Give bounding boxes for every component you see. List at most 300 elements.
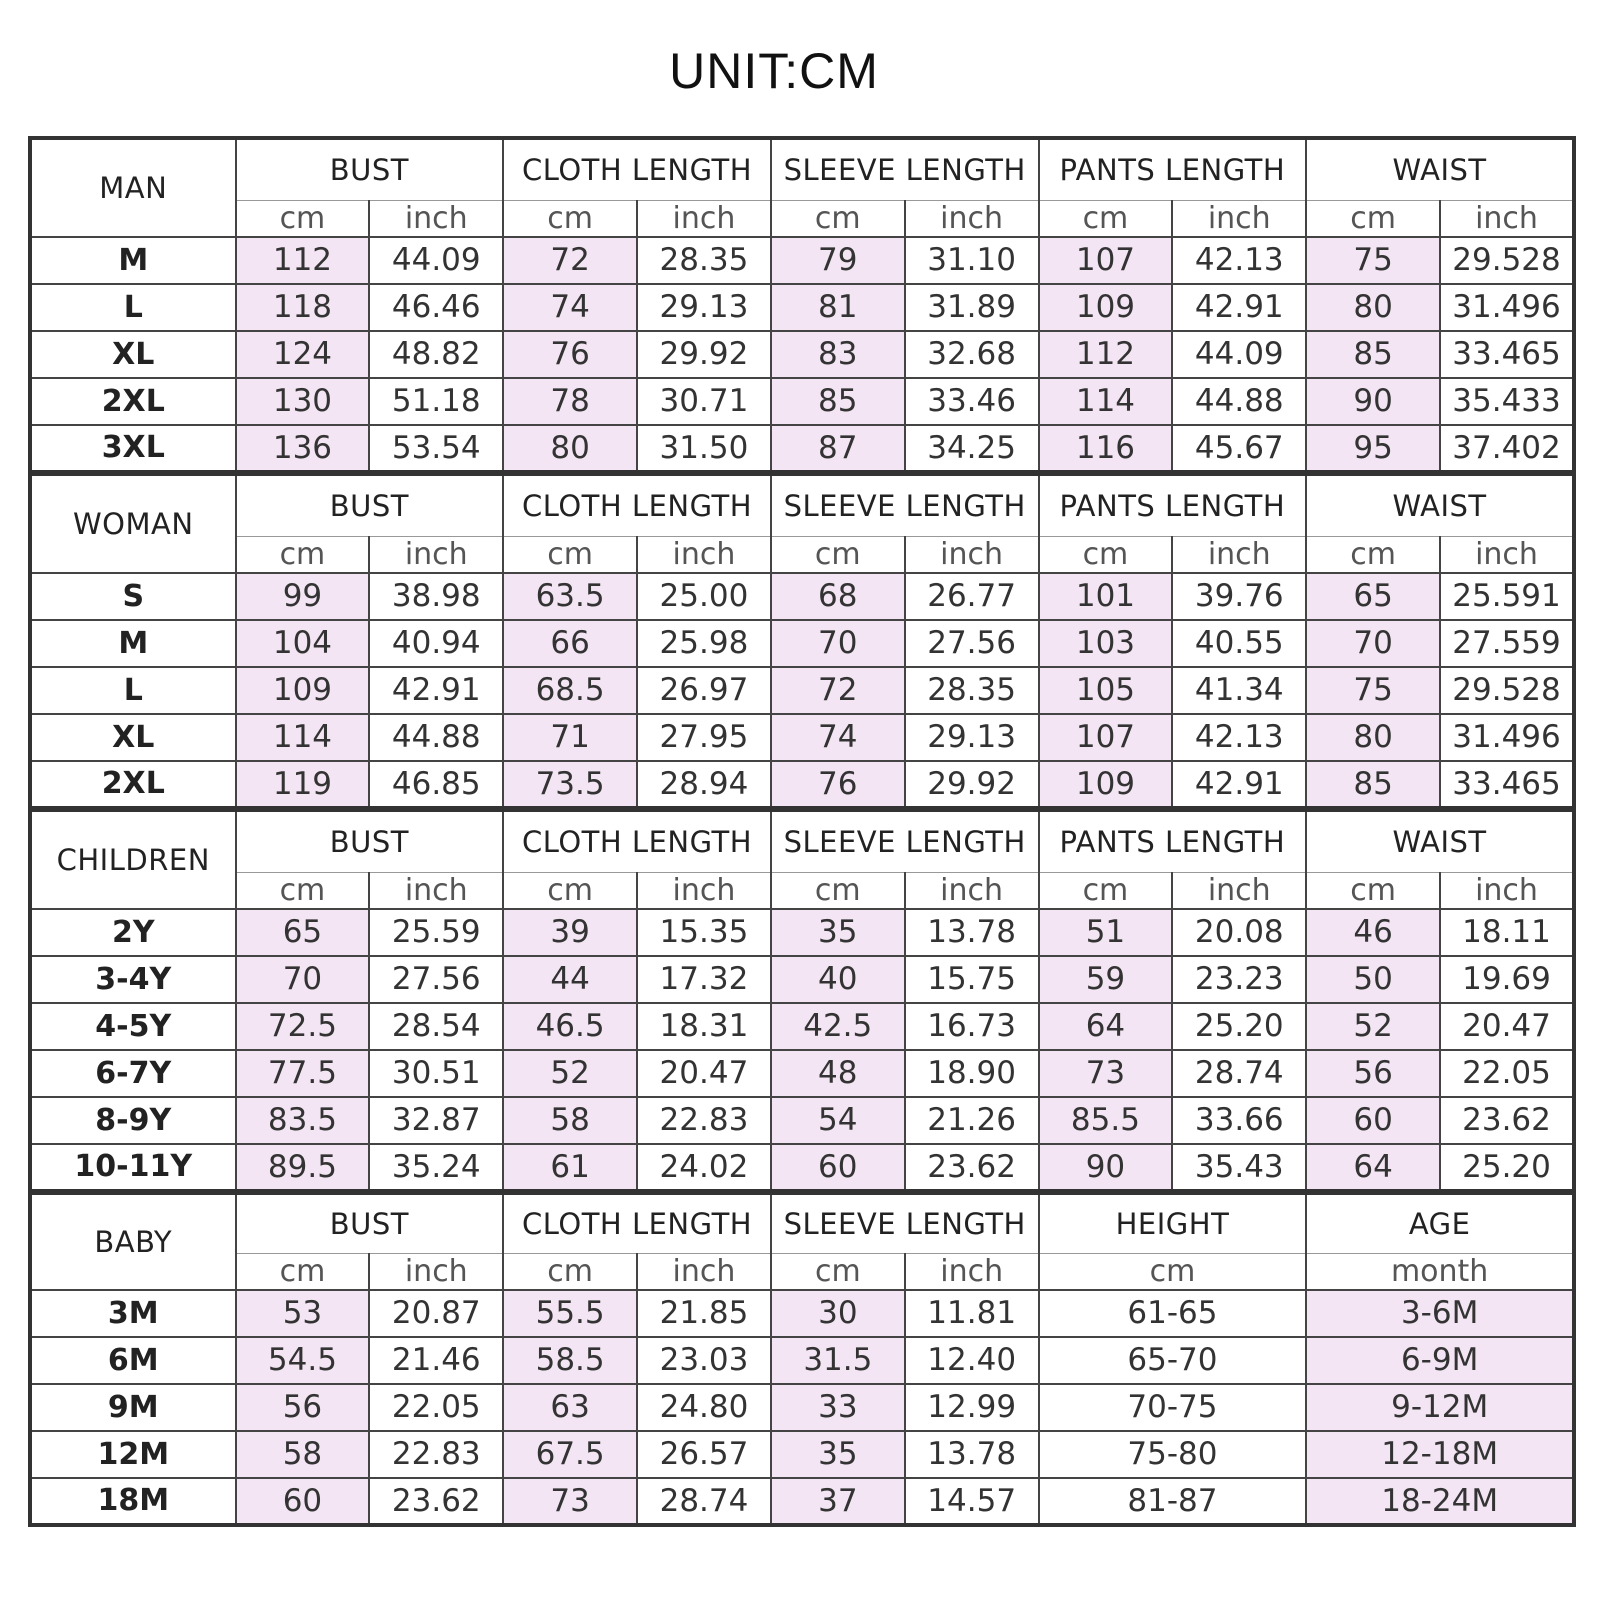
unit-label: inch [369, 536, 503, 573]
table-cell: 42.13 [1172, 237, 1306, 284]
unit-label: inch [1172, 200, 1306, 237]
table-cell: 40.55 [1172, 620, 1306, 667]
table-cell: 53.54 [369, 425, 503, 472]
table-cell: 95 [1306, 425, 1440, 472]
table-cell: 22.05 [369, 1384, 503, 1431]
table-row [30, 761, 1574, 808]
table-cell: 68 [771, 573, 905, 620]
table-cell: 61-65 [1039, 1290, 1307, 1337]
table-cell: 46 [1306, 909, 1440, 956]
table-cell: 70-75 [1039, 1384, 1307, 1431]
table-cell: 35.24 [369, 1144, 503, 1191]
table-cell: 42.5 [771, 1003, 905, 1050]
column-group-header: PANTS LENGTH [1039, 474, 1307, 536]
table-row [30, 1144, 1574, 1191]
table-cell: 59 [1039, 956, 1173, 1003]
table-cell: 60 [771, 1144, 905, 1191]
table-cell: 44.09 [1172, 331, 1306, 378]
unit-label: cm [1306, 536, 1440, 573]
table-cell: 90 [1039, 1144, 1173, 1191]
table-cell: 75-80 [1039, 1431, 1307, 1478]
unit-label: inch [369, 200, 503, 237]
table-cell: 30.71 [637, 378, 771, 425]
table-cell: 25.98 [637, 620, 771, 667]
table-cell: 65 [236, 909, 370, 956]
table-cell: 72 [503, 237, 637, 284]
table-cell: 109 [1039, 761, 1173, 808]
table-cell: 45.67 [1172, 425, 1306, 472]
unit-label: cm [236, 1253, 370, 1290]
section-label: BABY [30, 1193, 236, 1290]
unit-label: cm [1039, 1253, 1307, 1290]
table-cell: 81 [771, 284, 905, 331]
table-cell: 19.69 [1440, 956, 1574, 1003]
table-cell: 64 [1039, 1003, 1173, 1050]
table-cell: 35 [771, 1431, 905, 1478]
table-cell: 22.05 [1440, 1050, 1574, 1097]
table-cell: 23.03 [637, 1337, 771, 1384]
table-cell: 38.98 [369, 573, 503, 620]
table-cell: 105 [1039, 667, 1173, 714]
size-label: 4-5Y [30, 1003, 236, 1050]
table-cell: 112 [236, 237, 370, 284]
table-cell: 18.11 [1440, 909, 1574, 956]
table-cell: 51 [1039, 909, 1173, 956]
table-cell: 31.5 [771, 1337, 905, 1384]
table-cell: 14.57 [905, 1478, 1039, 1525]
size-label: 9M [30, 1384, 236, 1431]
table-cell: 48 [771, 1050, 905, 1097]
size-label: 3XL [30, 425, 236, 472]
table-cell: 107 [1039, 714, 1173, 761]
table-cell: 18.90 [905, 1050, 1039, 1097]
column-group-header: BUST [236, 1193, 504, 1253]
table-cell: 25.00 [637, 573, 771, 620]
unit-label: cm [771, 536, 905, 573]
table-cell: 46.46 [369, 284, 503, 331]
table-cell: 85 [771, 378, 905, 425]
table-cell: 29.92 [637, 331, 771, 378]
unit-label: inch [1172, 536, 1306, 573]
unit-label: inch [637, 536, 771, 573]
column-group-header: SLEEVE LENGTH [771, 810, 1039, 872]
table-cell: 75 [1306, 667, 1440, 714]
table-row [30, 573, 1574, 620]
table-cell: 35.433 [1440, 378, 1574, 425]
table-cell: 28.94 [637, 761, 771, 808]
table-cell: 58.5 [503, 1337, 637, 1384]
unit-label: cm [771, 872, 905, 909]
table-cell: 28.74 [637, 1478, 771, 1525]
table-cell: 3-6M [1306, 1290, 1574, 1337]
table-row [30, 1337, 1574, 1384]
table-cell: 52 [503, 1050, 637, 1097]
table-cell: 27.56 [905, 620, 1039, 667]
table-cell: 87 [771, 425, 905, 472]
table-cell: 42.91 [1172, 284, 1306, 331]
table-cell: 42.13 [1172, 714, 1306, 761]
table-cell: 65-70 [1039, 1337, 1307, 1384]
unit-label: inch [369, 1253, 503, 1290]
table-cell: 60 [236, 1478, 370, 1525]
table-cell: 32.87 [369, 1097, 503, 1144]
table-cell: 39 [503, 909, 637, 956]
page-title: UNIT:CM [669, 43, 879, 99]
size-table-woman [28, 472, 1576, 810]
table-cell: 81-87 [1039, 1478, 1307, 1525]
table-cell: 63.5 [503, 573, 637, 620]
table-cell: 27.95 [637, 714, 771, 761]
table-cell: 65 [1306, 573, 1440, 620]
unit-label: cm [1039, 872, 1173, 909]
unit-label: cm [236, 872, 370, 909]
size-label: 2Y [30, 909, 236, 956]
table-cell: 18.31 [637, 1003, 771, 1050]
unit-label: cm [1306, 872, 1440, 909]
table-cell: 24.80 [637, 1384, 771, 1431]
size-label: 18M [30, 1478, 236, 1525]
table-cell: 28.74 [1172, 1050, 1306, 1097]
table-cell: 35 [771, 909, 905, 956]
table-cell: 52 [1306, 1003, 1440, 1050]
table-cell: 73 [503, 1478, 637, 1525]
table-cell: 21.85 [637, 1290, 771, 1337]
table-row [30, 1431, 1574, 1478]
table-cell: 23.62 [1440, 1097, 1574, 1144]
table-cell: 44.88 [369, 714, 503, 761]
size-label: 2XL [30, 378, 236, 425]
table-cell: 20.87 [369, 1290, 503, 1337]
column-group-header: SLEEVE LENGTH [771, 1193, 1039, 1253]
table-cell: 35.43 [1172, 1144, 1306, 1191]
table-cell: 80 [1306, 284, 1440, 331]
unit-label: cm [236, 200, 370, 237]
table-cell: 23.62 [905, 1144, 1039, 1191]
table-cell: 15.35 [637, 909, 771, 956]
table-cell: 15.75 [905, 956, 1039, 1003]
column-group-header: PANTS LENGTH [1039, 138, 1307, 200]
section-label: CHILDREN [30, 810, 236, 909]
table-cell: 32.68 [905, 331, 1039, 378]
table-cell: 99 [236, 573, 370, 620]
table-cell: 37.402 [1440, 425, 1574, 472]
table-cell: 26.57 [637, 1431, 771, 1478]
table-cell: 109 [236, 667, 370, 714]
table-cell: 72.5 [236, 1003, 370, 1050]
table-cell: 51.18 [369, 378, 503, 425]
table-cell: 119 [236, 761, 370, 808]
table-cell: 53 [236, 1290, 370, 1337]
table-cell: 74 [771, 714, 905, 761]
table-row [30, 1478, 1574, 1525]
size-label: 3-4Y [30, 956, 236, 1003]
table-cell: 61 [503, 1144, 637, 1191]
column-group-header: CLOTH LENGTH [503, 474, 771, 536]
table-cell: 71 [503, 714, 637, 761]
table-row [30, 378, 1574, 425]
table-cell: 12-18M [1306, 1431, 1574, 1478]
table-cell: 26.77 [905, 573, 1039, 620]
column-group-header: WAIST [1306, 138, 1574, 200]
table-cell: 30.51 [369, 1050, 503, 1097]
column-group-header: SLEEVE LENGTH [771, 138, 1039, 200]
unit-label: cm [1039, 536, 1173, 573]
size-label: L [30, 284, 236, 331]
table-cell: 20.47 [1440, 1003, 1574, 1050]
table-cell: 24.02 [637, 1144, 771, 1191]
table-cell: 13.78 [905, 1431, 1039, 1478]
size-label: S [30, 573, 236, 620]
table-cell: 28.35 [905, 667, 1039, 714]
table-cell: 77.5 [236, 1050, 370, 1097]
table-cell: 54 [771, 1097, 905, 1144]
table-cell: 33.465 [1440, 761, 1574, 808]
table-cell: 68.5 [503, 667, 637, 714]
table-row [30, 1290, 1574, 1337]
size-label: XL [30, 714, 236, 761]
column-group-header: WAIST [1306, 810, 1574, 872]
table-cell: 79 [771, 237, 905, 284]
table-cell: 104 [236, 620, 370, 667]
table-cell: 56 [236, 1384, 370, 1431]
table-cell: 33.66 [1172, 1097, 1306, 1144]
unit-label: cm [236, 536, 370, 573]
size-label: 10-11Y [30, 1144, 236, 1191]
table-cell: 54.5 [236, 1337, 370, 1384]
unit-label: inch [369, 872, 503, 909]
column-group-header: CLOTH LENGTH [503, 1193, 771, 1253]
table-cell: 42.91 [1172, 761, 1306, 808]
table-cell: 25.20 [1440, 1144, 1574, 1191]
table-cell: 31.496 [1440, 714, 1574, 761]
table-cell: 29.13 [637, 284, 771, 331]
table-cell: 73 [1039, 1050, 1173, 1097]
size-table-baby [28, 1191, 1576, 1527]
table-cell: 30 [771, 1290, 905, 1337]
table-cell: 41.34 [1172, 667, 1306, 714]
size-label: 8-9Y [30, 1097, 236, 1144]
table-cell: 80 [503, 425, 637, 472]
column-group-header: PANTS LENGTH [1039, 810, 1307, 872]
table-cell: 118 [236, 284, 370, 331]
table-cell: 28.35 [637, 237, 771, 284]
table-cell: 114 [1039, 378, 1173, 425]
unit-label: cm [771, 200, 905, 237]
column-group-header: AGE [1306, 1193, 1574, 1253]
table-cell: 66 [503, 620, 637, 667]
unit-label: cm [771, 1253, 905, 1290]
table-cell: 22.83 [637, 1097, 771, 1144]
table-cell: 37 [771, 1478, 905, 1525]
section-label: MAN [30, 138, 236, 237]
table-cell: 17.32 [637, 956, 771, 1003]
size-label: 3M [30, 1290, 236, 1337]
table-cell: 67.5 [503, 1431, 637, 1478]
table-cell: 70 [1306, 620, 1440, 667]
table-cell: 6-9M [1306, 1337, 1574, 1384]
table-cell: 72 [771, 667, 905, 714]
table-cell: 103 [1039, 620, 1173, 667]
table-cell: 55.5 [503, 1290, 637, 1337]
table-cell: 78 [503, 378, 637, 425]
table-cell: 109 [1039, 284, 1173, 331]
table-cell: 48.82 [369, 331, 503, 378]
size-label: 6-7Y [30, 1050, 236, 1097]
table-cell: 74 [503, 284, 637, 331]
column-group-header: WAIST [1306, 474, 1574, 536]
table-cell: 34.25 [905, 425, 1039, 472]
table-cell: 9-12M [1306, 1384, 1574, 1431]
table-cell: 20.47 [637, 1050, 771, 1097]
column-group-header: SLEEVE LENGTH [771, 474, 1039, 536]
table-row [30, 425, 1574, 472]
table-cell: 85 [1306, 331, 1440, 378]
table-row [30, 620, 1574, 667]
table-cell: 101 [1039, 573, 1173, 620]
table-cell: 31.89 [905, 284, 1039, 331]
unit-label: cm [1039, 200, 1173, 237]
table-cell: 39.76 [1172, 573, 1306, 620]
column-group-header: CLOTH LENGTH [503, 810, 771, 872]
table-row [30, 1097, 1574, 1144]
size-label: M [30, 620, 236, 667]
table-cell: 83 [771, 331, 905, 378]
size-table-children [28, 808, 1576, 1193]
table-cell: 73.5 [503, 761, 637, 808]
table-cell: 75 [1306, 237, 1440, 284]
table-cell: 85 [1306, 761, 1440, 808]
table-cell: 18-24M [1306, 1478, 1574, 1525]
column-group-header: CLOTH LENGTH [503, 138, 771, 200]
column-group-header: BUST [236, 138, 504, 200]
table-cell: 23.62 [369, 1478, 503, 1525]
table-cell: 50 [1306, 956, 1440, 1003]
table-row [30, 714, 1574, 761]
unit-label: inch [905, 872, 1039, 909]
table-cell: 58 [503, 1097, 637, 1144]
table-cell: 80 [1306, 714, 1440, 761]
table-cell: 27.56 [369, 956, 503, 1003]
table-cell: 114 [236, 714, 370, 761]
table-cell: 136 [236, 425, 370, 472]
table-cell: 40 [771, 956, 905, 1003]
unit-label: inch [637, 1253, 771, 1290]
table-cell: 11.81 [905, 1290, 1039, 1337]
table-cell: 29.92 [905, 761, 1039, 808]
unit-label: cm [503, 872, 637, 909]
table-cell: 63 [503, 1384, 637, 1431]
table-cell: 22.83 [369, 1431, 503, 1478]
unit-label: inch [905, 200, 1039, 237]
column-group-header: HEIGHT [1039, 1193, 1307, 1253]
size-label: M [30, 237, 236, 284]
table-cell: 90 [1306, 378, 1440, 425]
size-label: 6M [30, 1337, 236, 1384]
table-cell: 124 [236, 331, 370, 378]
table-cell: 29.13 [905, 714, 1039, 761]
unit-label: inch [1440, 536, 1574, 573]
size-label: 2XL [30, 761, 236, 808]
table-row [30, 909, 1574, 956]
table-cell: 89.5 [236, 1144, 370, 1191]
size-label: XL [30, 331, 236, 378]
table-cell: 42.91 [369, 667, 503, 714]
table-row [30, 667, 1574, 714]
table-cell: 23.23 [1172, 956, 1306, 1003]
table-cell: 28.54 [369, 1003, 503, 1050]
table-cell: 21.46 [369, 1337, 503, 1384]
table-row [30, 331, 1574, 378]
table-cell: 27.559 [1440, 620, 1574, 667]
table-cell: 76 [771, 761, 905, 808]
unit-label: month [1306, 1253, 1574, 1290]
table-cell: 116 [1039, 425, 1173, 472]
table-cell: 31.10 [905, 237, 1039, 284]
table-cell: 13.78 [905, 909, 1039, 956]
table-cell: 56 [1306, 1050, 1440, 1097]
table-cell: 25.591 [1440, 573, 1574, 620]
table-cell: 70 [771, 620, 905, 667]
table-cell: 33 [771, 1384, 905, 1431]
table-cell: 25.59 [369, 909, 503, 956]
table-cell: 12.99 [905, 1384, 1039, 1431]
table-cell: 64 [1306, 1144, 1440, 1191]
table-row [30, 1003, 1574, 1050]
table-cell: 70 [236, 956, 370, 1003]
table-cell: 12.40 [905, 1337, 1039, 1384]
unit-label: cm [503, 536, 637, 573]
table-cell: 21.26 [905, 1097, 1039, 1144]
unit-label: inch [637, 200, 771, 237]
table-cell: 44.09 [369, 237, 503, 284]
table-cell: 33.46 [905, 378, 1039, 425]
unit-label: cm [1306, 200, 1440, 237]
column-group-header: BUST [236, 474, 504, 536]
table-cell: 83.5 [236, 1097, 370, 1144]
table-cell: 25.20 [1172, 1003, 1306, 1050]
size-table-man [28, 136, 1576, 474]
table-cell: 31.496 [1440, 284, 1574, 331]
size-label: L [30, 667, 236, 714]
table-cell: 26.97 [637, 667, 771, 714]
table-cell: 76 [503, 331, 637, 378]
table-cell: 130 [236, 378, 370, 425]
size-label: 12M [30, 1431, 236, 1478]
unit-label: inch [1440, 872, 1574, 909]
table-cell: 58 [236, 1431, 370, 1478]
table-cell: 33.465 [1440, 331, 1574, 378]
table-cell: 46.5 [503, 1003, 637, 1050]
table-cell: 31.50 [637, 425, 771, 472]
table-cell: 29.528 [1440, 237, 1574, 284]
column-group-header: BUST [236, 810, 504, 872]
table-cell: 46.85 [369, 761, 503, 808]
table-cell: 60 [1306, 1097, 1440, 1144]
table-cell: 20.08 [1172, 909, 1306, 956]
unit-label: inch [637, 872, 771, 909]
unit-label: inch [1172, 872, 1306, 909]
table-cell: 29.528 [1440, 667, 1574, 714]
unit-label: inch [905, 536, 1039, 573]
table-cell: 112 [1039, 331, 1173, 378]
table-row [30, 1050, 1574, 1097]
unit-label: inch [1440, 200, 1574, 237]
unit-label: cm [503, 200, 637, 237]
unit-label: cm [503, 1253, 637, 1290]
table-row [30, 956, 1574, 1003]
unit-label: inch [905, 1253, 1039, 1290]
table-cell: 44 [503, 956, 637, 1003]
